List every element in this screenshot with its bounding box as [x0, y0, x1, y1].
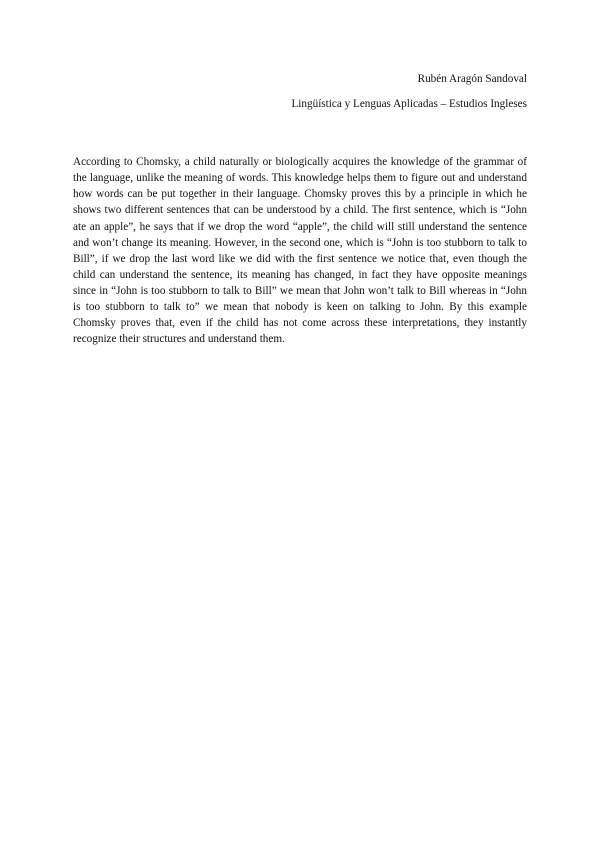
author-name: Rubén Aragón Sandoval	[417, 73, 527, 85]
body-paragraph: According to Chomsky, a child naturally or biologically acquires the knowledge of the grammar of the language, unlike the meaning of words. This knowledge helps them to figure out and understand how words can be put together in their language. Chomsky proves this by a principle in which he shows two different sentences that can be understood by a child. The first sentence, which is “John ate an apple”, he says that if we drop the word “apple”, the child will still understand the sentence and won’t change its meaning. However, in the second one, which is “John is too stubborn to talk to Bill”, if we drop the last word like we did with the first sentence we notice that, even though the child can understand the sentence, its meaning has changed, in fact they have opposite meanings since in “John is too stubborn to talk to Bill” we mean that John won’t talk to Bill whereas in “John is too stubborn to talk to” we mean that nobody is keen on talking to John. By this example Chomsky proves that, even if the child has not come across these interpretations, they instantly recognize their structures and understand them.	[73, 156, 527, 346]
course-name: Lingüística y Lenguas Aplicadas – Estudios Ingleses	[291, 98, 527, 110]
document-header	[291, 72, 527, 111]
